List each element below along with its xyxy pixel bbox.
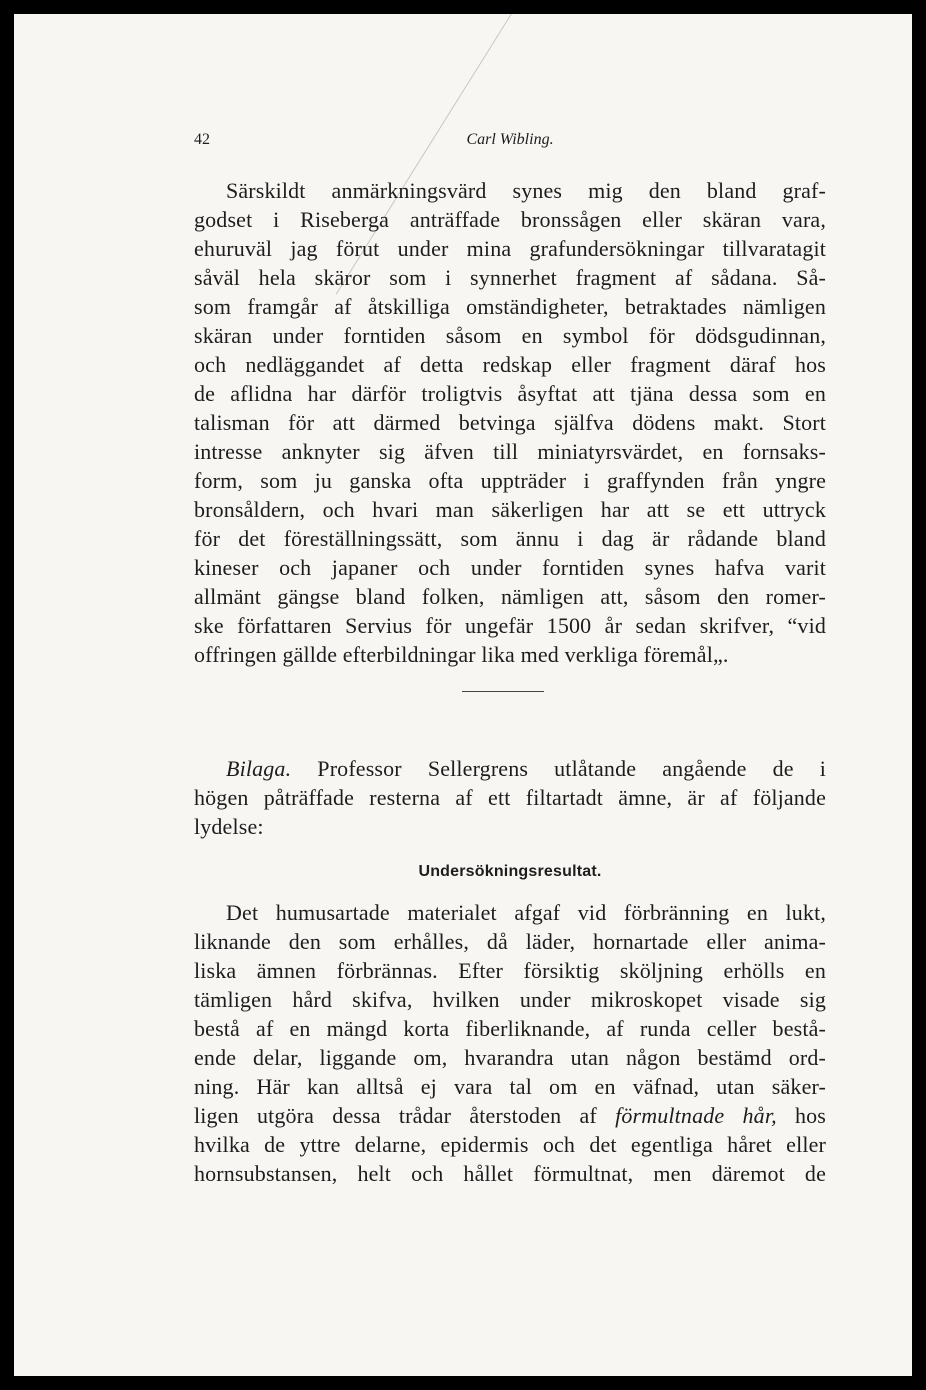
text-fragment: ligen utgöra dessa trådar återstoden af — [194, 1103, 616, 1128]
text-line: skäran under forntiden såsom en symbol för dödsgudinnan, — [194, 323, 826, 348]
text-line: Det humusartade materialet afgaf vid förbränning en lukt, — [226, 900, 826, 925]
text-line: offringen gällde efterbildningar lika med verkliga föremål„. — [194, 642, 729, 667]
text-line — [194, 1101, 826, 1130]
text-line: som framgår af åtskilliga omständigheter, betraktades nämligen — [194, 294, 826, 319]
text-line: såväl hela skäror som i synnerhet fragment af sådana. Så- — [194, 265, 826, 290]
appendix-label: Bilaga. — [226, 756, 292, 781]
text-fragment: hos — [776, 1103, 826, 1128]
text-line: intresse anknyter sig äfven till miniatyrsvärdet, en fornsaks- — [194, 439, 826, 464]
text-line: liknande den som erhålles, då läder, hornartade eller anima- — [194, 929, 826, 954]
text-line: tämligen hård skifva, hvilken under mikroskopet visade sig — [194, 987, 826, 1012]
text-line: för det föreställningssätt, som ännu i dag är rådande bland — [194, 526, 826, 551]
text-line: kineser och japaner och under forntiden synes hafva varit — [194, 555, 826, 580]
text-line: ske författaren Servius för ungefär 1500 år sedan skrifver, “vid — [194, 613, 826, 638]
text-line — [194, 754, 826, 783]
text-line: lydelse: — [194, 814, 264, 839]
section-divider — [462, 691, 544, 692]
text-line: ehuruväl jag förut under mina grafundersökningar tillvaratagit — [194, 236, 826, 261]
text-line: och nedläggandet af detta redskap eller fragment däraf hos — [194, 352, 826, 377]
page-header — [194, 131, 826, 155]
text-line: Särskildt anmärkningsvärd synes mig den bland graf- — [226, 178, 826, 203]
text-line: hvilka de yttre delarne, epidermis och det egentliga håret eller — [194, 1132, 826, 1157]
text-line: ning. Här kan alltså ej vara tal om en väfnad, utan säker- — [194, 1074, 826, 1099]
text-line: allmänt gängse bland folken, nämligen att, såsom den romer- — [194, 584, 826, 609]
text-line: högen påträffade resterna af ett filtartadt ämne, är af följande — [194, 785, 826, 810]
text-line: ende delar, liggande om, hvarandra utan någon bestämd ord- — [194, 1045, 826, 1070]
text-line: bestå af en mängd korta fiberliknande, af runda celler bestå- — [194, 1016, 826, 1041]
text-line: liska ämnen förbrännas. Efter försiktig sköljning erhölls en — [194, 958, 826, 983]
text-fragment: Professor Sellergrens utlåtande angående de i — [291, 756, 826, 781]
paragraph-3 — [194, 898, 826, 1188]
section-heading: Undersökningsresultat. — [418, 863, 602, 880]
page-number: 42 — [194, 131, 210, 148]
paragraph-1 — [194, 176, 826, 669]
text-line: talisman för att därmed betvinga själfva dödens makt. Stort — [194, 410, 826, 435]
paragraph-2 — [194, 754, 826, 841]
text-line: godset i Riseberga anträffade bronssågen eller skäran vara, — [194, 207, 826, 232]
document-page — [14, 14, 912, 1376]
text-line: hornsubstansen, helt och hållet förmultnat, men däremot de — [194, 1161, 826, 1186]
running-head: Carl Wibling. — [466, 131, 554, 148]
italic-phrase: förmultnade hår, — [615, 1103, 777, 1128]
text-line: bronsåldern, och hvari man säkerligen har att se ett uttryck — [194, 497, 826, 522]
text-line: form, som ju ganska ofta uppträder i graffynden från yngre — [194, 468, 826, 493]
text-line: de aflidna har därför troligtvis åsyftat att tjäna dessa som en — [194, 381, 826, 406]
